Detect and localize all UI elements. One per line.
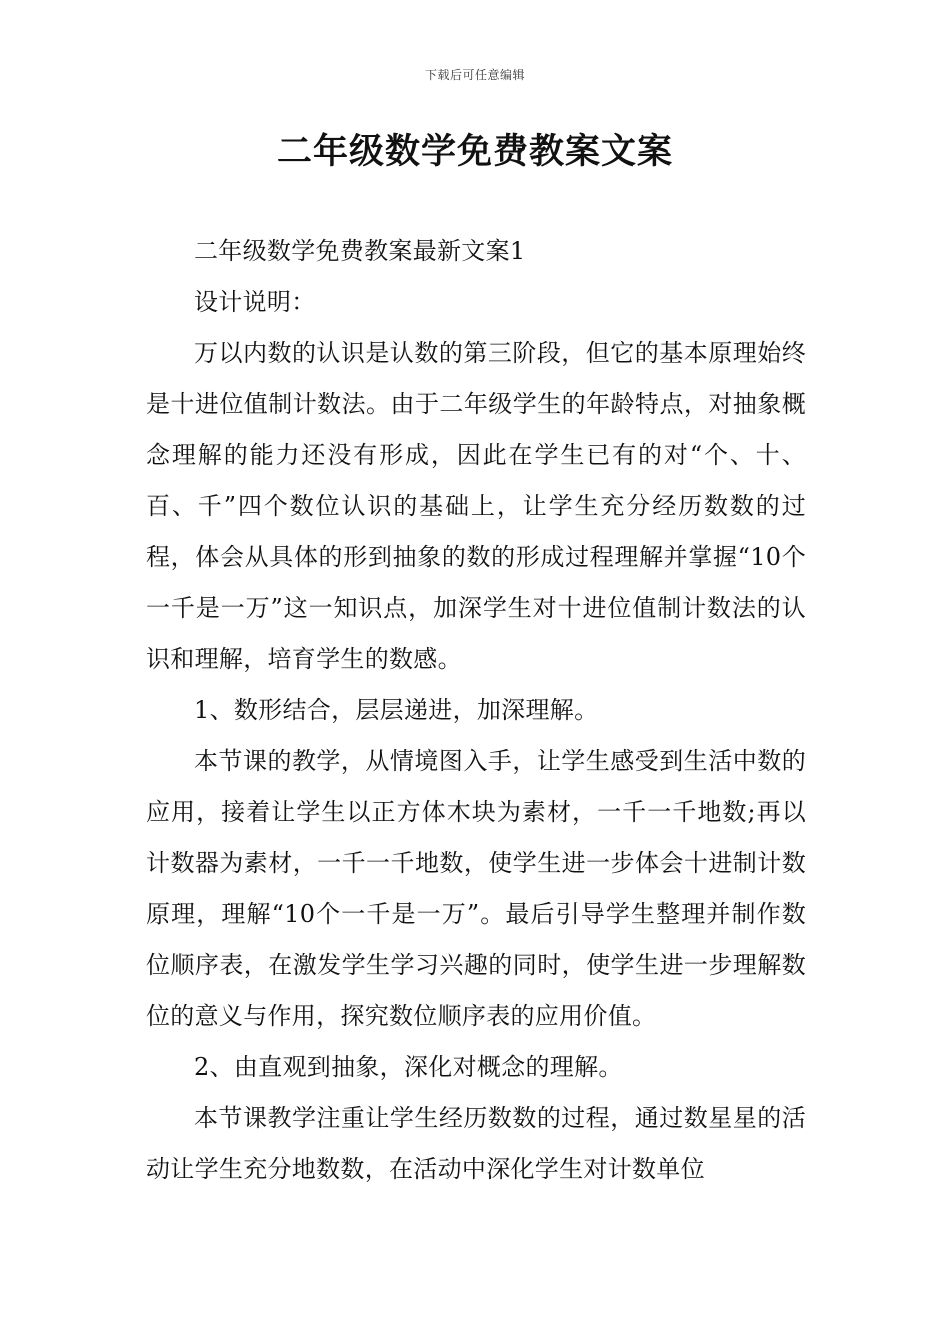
section-heading: 二年级数学免费教案最新文案1 bbox=[194, 237, 526, 265]
paragraph: 本节课的教学，从情境图入手，让学生感受到生活中数的应用，接着让学生以正方体木块为素材，一千一千地数;再以计数器为素材，一千一千地数，使学生进一步体会十进制计数原理，理解“10个一千是一万”。最后引导学生整理并制作数位顺序表，在激发学生学习兴趣的同时，使学生进一步理解数位的意义与作用，探究数位顺序表的应用价值。 bbox=[146, 747, 806, 1030]
document-body bbox=[146, 226, 806, 1195]
document-title: 二年级数学免费教案文案 bbox=[276, 132, 673, 172]
point-heading: 2、由直观到抽象，深化对概念的理解。 bbox=[194, 1053, 623, 1081]
paragraph-design-label: 设计说明： bbox=[194, 288, 316, 316]
paragraph: 万以内数的认识是认数的第三阶段，但它的基本原理始终是十进位值制计数法。由于二年级学生的年龄特点，对抽象概念理解的能力还没有形成，因此在学生已有的对“个、十、百、千”四个数位认识的基础上，让学生充分经历数数的过程，体会从具体的形到抽象的数的形成过程理解并掌握“10个一千是一万”这一知识点，加深学生对十进位值制计数法的认识和理解，培育学生的数感。 bbox=[146, 339, 806, 673]
paragraph: 本节课教学注重让学生经历数数的过程，通过数星星的活动让学生充分地数数，在活动中深化学生对计数单位 bbox=[146, 1104, 806, 1183]
header-note: 下载后可任意编辑 bbox=[424, 68, 525, 82]
point-heading: 1、数形结合，层层递进，加深理解。 bbox=[194, 696, 599, 724]
